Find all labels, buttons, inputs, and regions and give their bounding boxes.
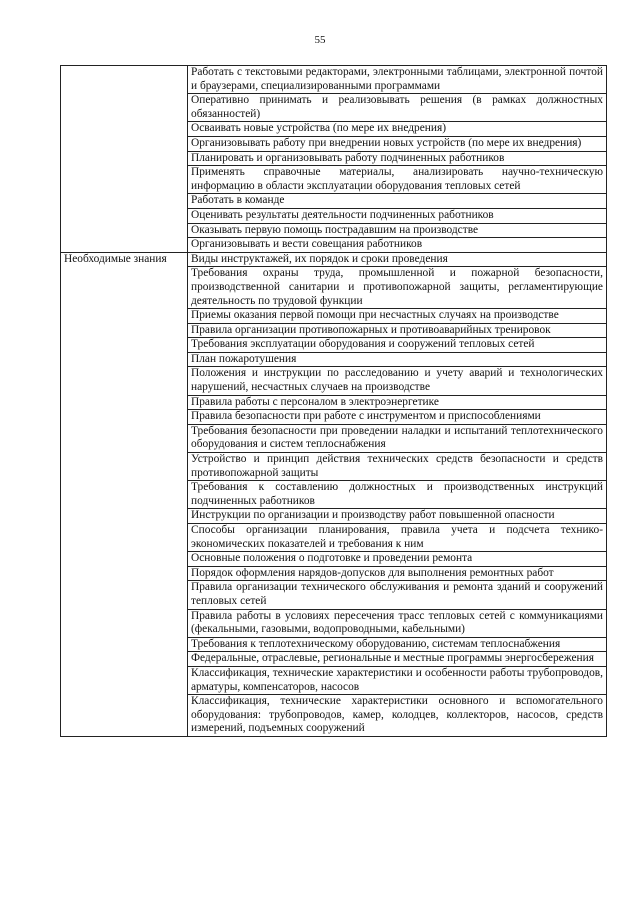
requirement-item: Требования эксплуатации оборудования и сооружений тепловых сетей (188, 338, 607, 353)
requirement-item: Организовывать работу при внедрении новых устройств (по мере их внедрения) (188, 136, 607, 151)
requirement-item: Инструкции по организации и производству работ повышенной опасности (188, 509, 607, 524)
requirement-item: Правила работы в условиях пересечения трасс тепловых сетей с коммуникациями (фекальными, газовыми, водопроводными, кабельными) (188, 609, 607, 637)
requirement-item: Оперативно принимать и реализовывать решения (в рамках должностных обязанностей) (188, 94, 607, 122)
requirement-item: Классификация, технические характеристики основного и вспомогательного оборудования: трубопроводов, камер, колодцев, коллекторов, насосов, средств измерений, подъемных сооружений (188, 695, 607, 737)
requirement-item: Правила безопасности при работе с инструментом и приспособлениями (188, 410, 607, 425)
requirement-item: Требования безопасности при проведении наладки и испытаний теплотехнического оборудования и систем теплоснабжения (188, 424, 607, 452)
requirements-table (60, 65, 607, 737)
requirement-item: Работать с текстовыми редакторами, электронными таблицами, электронной почтой и браузерами, специализированными программами (188, 66, 607, 94)
requirement-item: Оказывать первую помощь пострадавшим на производстве (188, 223, 607, 238)
requirement-item: Устройство и принцип действия технических средств безопасности и средств противопожарной защиты (188, 453, 607, 481)
requirement-item: Организовывать и вести совещания работников (188, 238, 607, 253)
requirement-item: Правила организации технического обслуживания и ремонта зданий и сооружений тепловых сетей (188, 581, 607, 609)
page-number: 55 (314, 34, 326, 46)
requirement-item: Положения и инструкции по расследованию и учету аварий и технологических нарушений, несчастных случаев на производстве (188, 367, 607, 395)
requirement-item: Применять справочные материалы, анализировать научно-техническую информацию в области эксплуатации оборудования тепловых сетей (188, 166, 607, 194)
requirement-item: Осваивать новые устройства (по мере их внедрения) (188, 122, 607, 137)
requirement-item: Требования к теплотехническому оборудованию, системам теплоснабжения (188, 637, 607, 652)
requirement-item: Виды инструктажей, их порядок и сроки проведения (188, 252, 607, 267)
requirement-item: Классификация, технические характеристики и особенности работы трубопроводов, арматуры, компенсаторов, насосов (188, 666, 607, 694)
requirement-item: Правила работы с персоналом в электроэнергетике (188, 395, 607, 410)
section-label (61, 66, 188, 253)
requirement-item: Способы организации планирования, правила учета и подсчета технико-экономических показателей и требования к ним (188, 524, 607, 552)
requirement-item: Федеральные, отраслевые, региональные и местные программы энергосбережения (188, 652, 607, 667)
requirement-item: Порядок оформления нарядов-допусков для выполнения ремонтных работ (188, 566, 607, 581)
requirement-item: Правила организации противопожарных и противоаварийных тренировок (188, 323, 607, 338)
requirement-item: Основные положения о подготовке и проведении ремонта (188, 552, 607, 567)
table-row (61, 252, 607, 267)
requirement-item: Оценивать результаты деятельности подчиненных работников (188, 208, 607, 223)
table-row (61, 66, 607, 94)
requirement-item: Приемы оказания первой помощи при несчастных случаях на производстве (188, 309, 607, 324)
requirement-item: Требования охраны труда, промышленной и пожарной безопасности, производственной санитарии и противопожарной защиты, регламентирующие деятельность по трудовой функции (188, 267, 607, 309)
requirement-item: Работать в команде (188, 194, 607, 209)
requirement-item: Планировать и организовывать работу подчиненных работников (188, 151, 607, 166)
requirement-item: Требования к составлению должностных и производственных инструкций подчиненных работников (188, 481, 607, 509)
section-label: Необходимые знания (61, 252, 188, 736)
requirements-table-body (61, 66, 607, 737)
requirement-item: План пожаротушения (188, 352, 607, 367)
